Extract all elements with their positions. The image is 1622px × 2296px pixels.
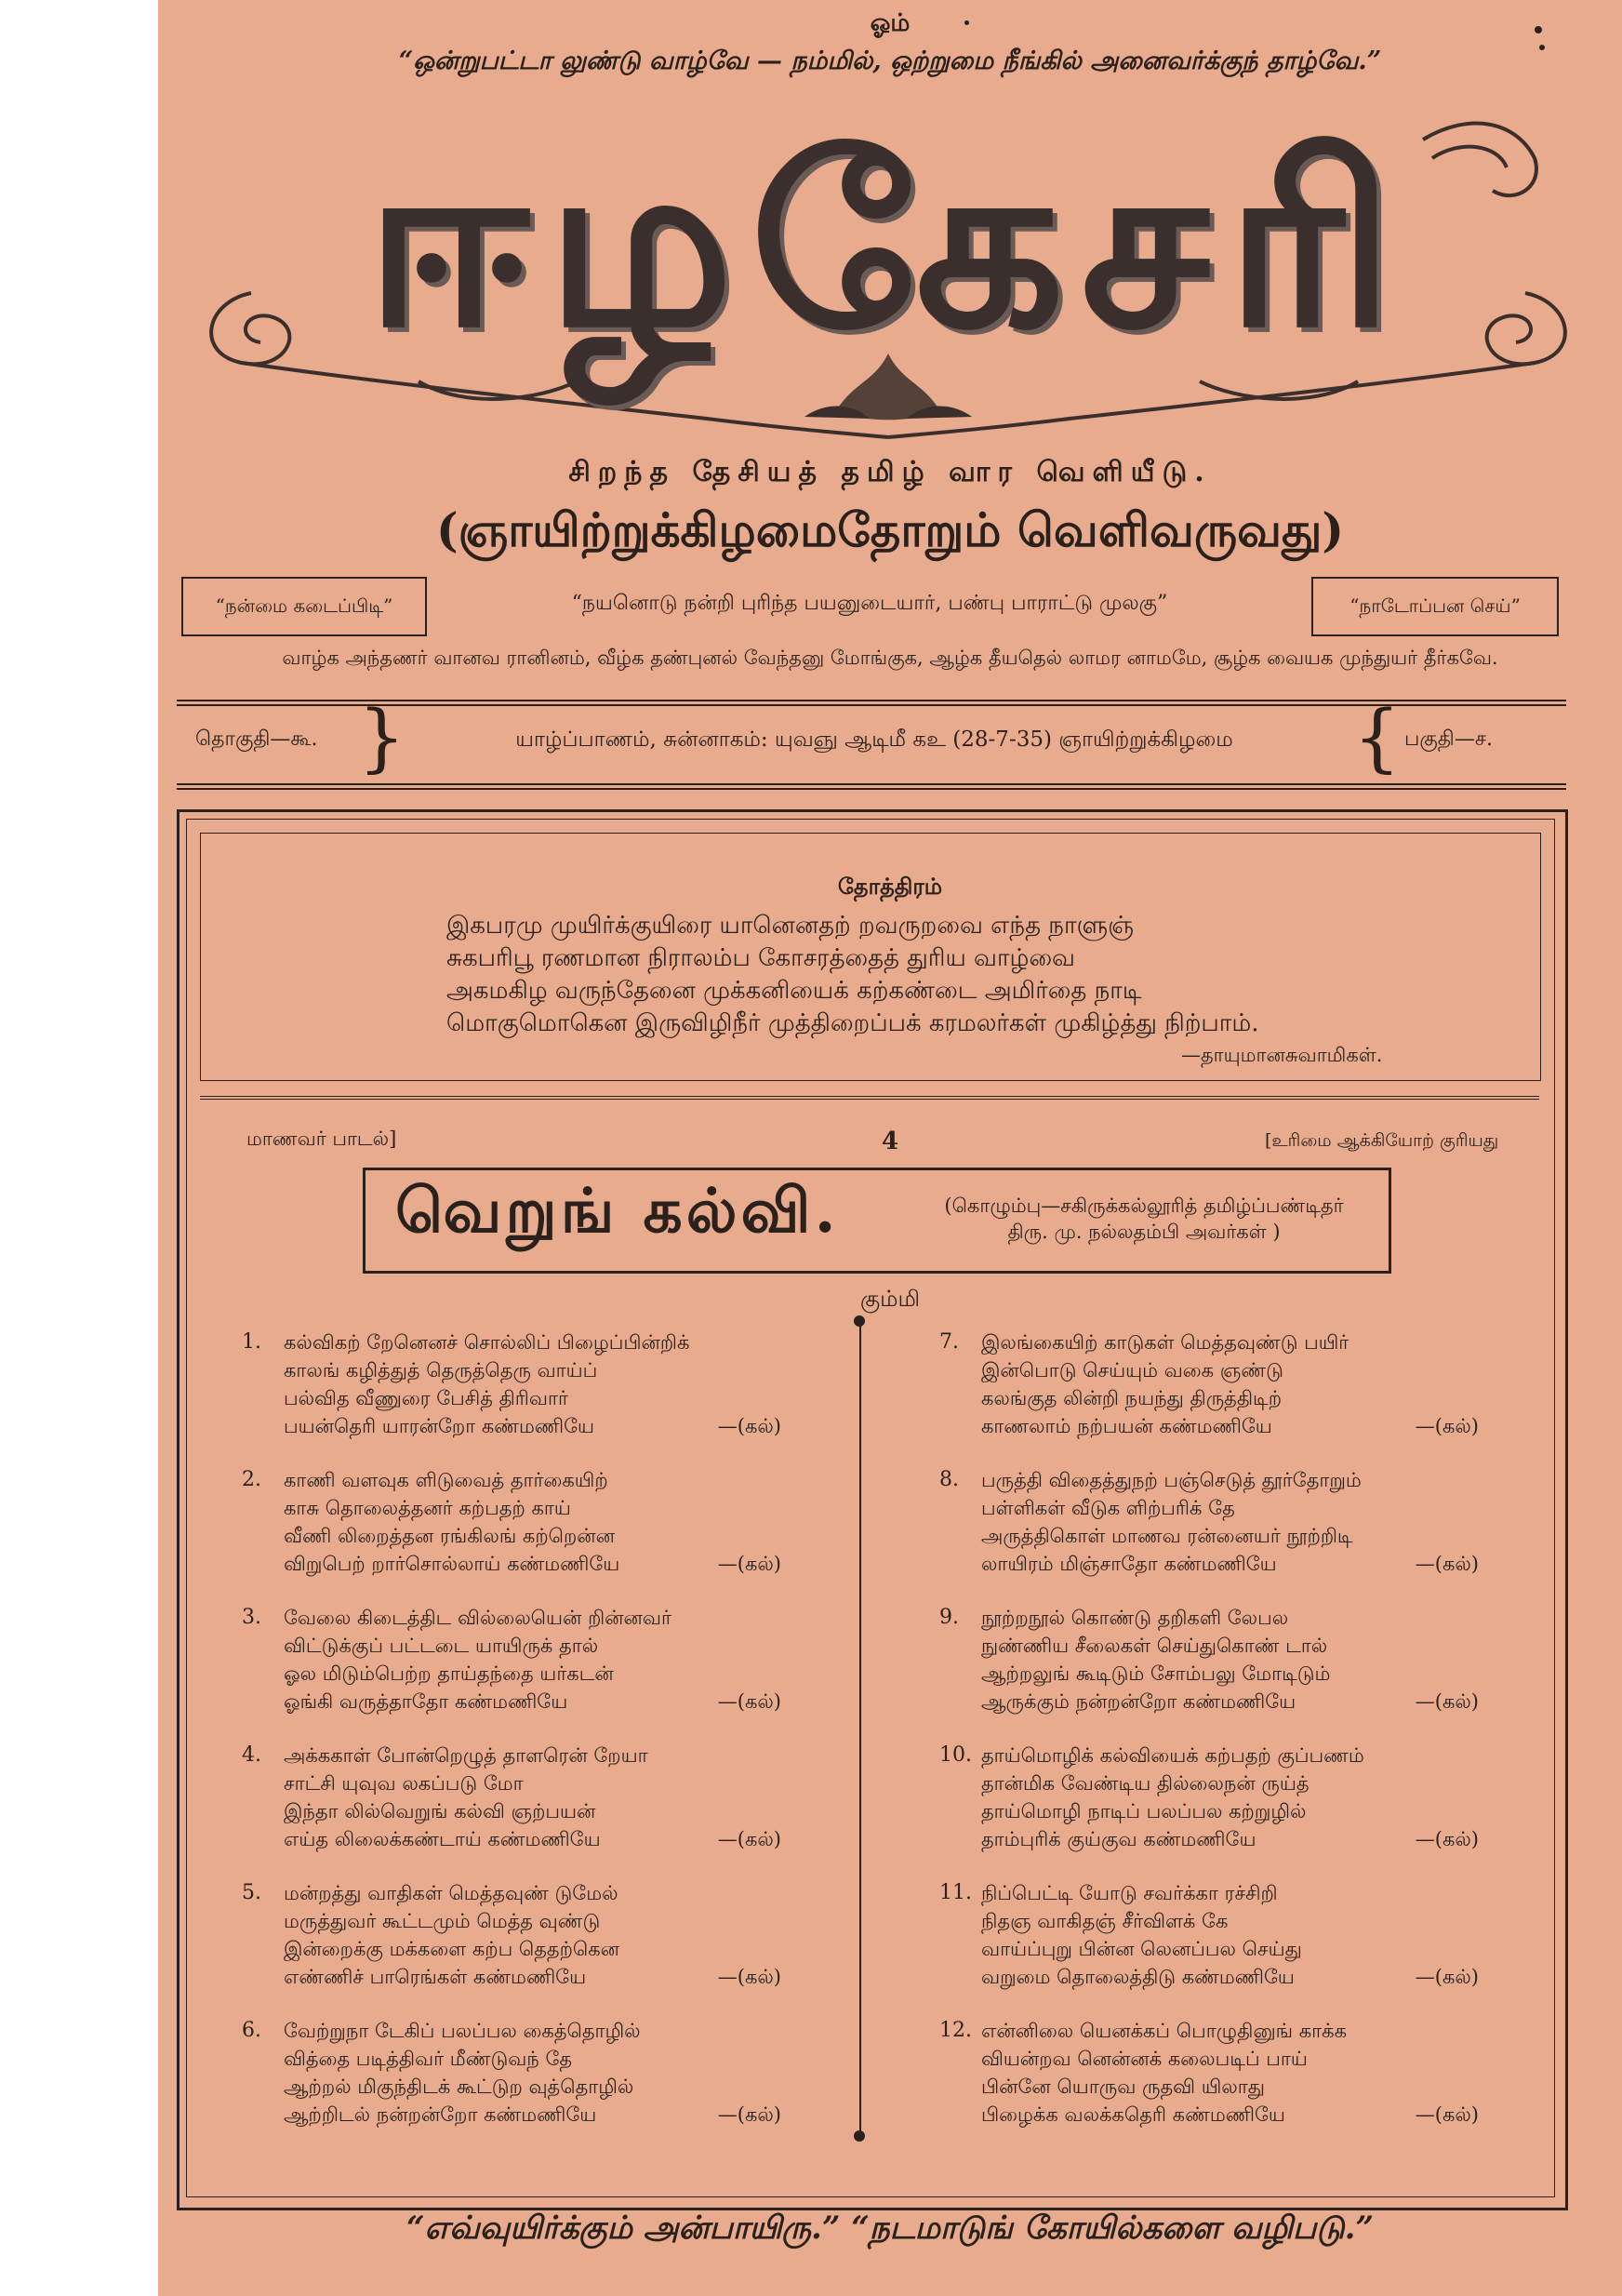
hymn-line: இகபரமு முயிர்க்குயிரை யானெனதற் றவருறவை எந்த நாளுஞ் bbox=[446, 912, 1135, 940]
stanza-refrain: —(கல்) bbox=[1415, 1828, 1479, 1850]
stanza-line: ஆற்றலுங் கூடிடும் சோம்பலு மோடிடும் bbox=[981, 1662, 1331, 1685]
stanza-lines bbox=[981, 1328, 1474, 1440]
stanza-refrain: —(கல்) bbox=[717, 1828, 781, 1850]
stanza-line: வித்தை படித்திவர் மீண்டுவந் தே bbox=[284, 2048, 573, 2070]
stanza-lines bbox=[284, 1742, 777, 1853]
maxim-center: “நயனொடு நன்றி புரிந்த பயனுடையார், பண்பு பாராட்டு முலகு” bbox=[571, 592, 1168, 615]
rule-bottom-2 bbox=[177, 788, 1566, 790]
stanza-refrain: —(கல்) bbox=[1415, 1690, 1479, 1713]
stanza-line: வீணி லிறைத்தன ரங்கிலங் கற்றென்ன bbox=[284, 1525, 616, 1547]
poem-number: 4 bbox=[881, 1128, 899, 1155]
stanza-refrain: —(கல்) bbox=[717, 1966, 781, 1988]
footer-motto: “எவ்வுயிர்க்கும் அன்பாயிரு.” “நடமாடுங் கோயில்களை வழிபடு.” bbox=[406, 2209, 1375, 2247]
stanza-lines bbox=[981, 1604, 1474, 1715]
stanza-line: நுண்ணிய சீலைகள் செய்துகொண் டால் bbox=[981, 1635, 1328, 1657]
stanza-lines bbox=[284, 1466, 777, 1578]
stanza-line: இன்பொடு செய்யும் வகை ஞண்டு bbox=[981, 1359, 1283, 1382]
stanza-line: பல்வித வீணுரை பேசித் திரிவார் bbox=[284, 1387, 568, 1409]
hymn-line: சுகபரிபூ ரணமான நிராலம்ப கோசரத்தைத் துரிய வாழ்வை bbox=[446, 944, 1075, 972]
publication-frequency: (ஞாயிற்றுக்கிழமைதோறும் வெளிவருவது) bbox=[435, 502, 1345, 557]
stanza-number: 10. bbox=[939, 1743, 972, 1767]
maxim-box-left bbox=[181, 577, 427, 636]
stanza-line: நிப்பெட்டி யோடு சவர்க்கா ரச்சிறி bbox=[981, 1882, 1278, 1904]
stanza-number: 1. bbox=[242, 1330, 261, 1354]
stanza-line: லாயிரம் மிஞ்சாதோ கண்மணியே bbox=[981, 1553, 1277, 1575]
stanza-number: 12. bbox=[939, 2019, 972, 2042]
stanza-line: அருத்திகொள் மாணவ ரன்னையர் நூற்றிடி bbox=[981, 1525, 1353, 1547]
motto: “ஒன்றுபட்டா லுண்டு வாழ்வே — நம்மில், ஒற்றுமை நீங்கில் அனைவர்க்குந் தாழ்வே.” bbox=[398, 47, 1382, 75]
om-symbol: ஓம் bbox=[870, 9, 911, 37]
stanza-line: விறுபெற் றார்சொல்லாய் கண்மணியே bbox=[284, 1553, 620, 1575]
stanza-line: கல்விகற் றேனெனச் சொல்லிப் பிழைப்பின்றிக் bbox=[284, 1331, 690, 1354]
brace-right: { bbox=[1353, 694, 1401, 781]
stanza-line: காணலாம் நற்பயன் கண்மணியே bbox=[981, 1415, 1272, 1437]
stanza-line: வேற்றுநா டேகிப் பலப்பல கைத்தொழில் bbox=[284, 2020, 641, 2042]
stanza-number: 9. bbox=[939, 1606, 959, 1629]
stanza-line: ஆற்றிடல் நன்றன்றோ கண்மணியே bbox=[284, 2103, 597, 2126]
stanza-refrain: —(கல்) bbox=[1415, 1415, 1479, 1437]
stanza-number: 11. bbox=[939, 1881, 972, 1904]
hymn-attribution: —தாயுமானசுவாமிகள். bbox=[1181, 1044, 1383, 1066]
paper-speck bbox=[1535, 26, 1542, 33]
stanza-line: தாம்புரிக் குய்குவ கண்மணியே bbox=[981, 1828, 1256, 1850]
stanza-refrain: —(கல்) bbox=[717, 1553, 781, 1575]
maxim-box-right bbox=[1311, 577, 1559, 636]
newspaper-page bbox=[158, 0, 1622, 2296]
stanza-line: என்னிலை யெனக்கப் பொழுதினுங் காக்க bbox=[981, 2020, 1348, 2042]
stanza-line: ஓங்கி வருத்தாதோ கண்மணியே bbox=[284, 1690, 568, 1713]
rule-bottom bbox=[177, 783, 1566, 785]
stanza-line: விட்டுக்குப் பட்டடை யாயிருக் தால் bbox=[284, 1635, 599, 1657]
volume-number: தொகுதி—கூ. bbox=[195, 728, 318, 751]
paper-speck bbox=[1539, 45, 1545, 50]
stanza-line: காலங் கழித்துத் தெருத்தெரு வாய்ப் bbox=[284, 1359, 598, 1382]
divider-ornament-bottom bbox=[854, 2130, 865, 2142]
stanza-number: 7. bbox=[939, 1330, 959, 1354]
maxim-right-text: “நாடோப்பன செய்” bbox=[1349, 594, 1521, 617]
stanza-line: இந்தா லில்வெறுங் கல்வி ஞற்பயன் bbox=[284, 1800, 596, 1822]
brace-left: } bbox=[358, 694, 406, 781]
paper-speck bbox=[964, 20, 969, 25]
stanza-line: தாய்மொழி நாடிப் பலப்பல கற்றுழில் bbox=[981, 1800, 1307, 1822]
poem-genre: கும்மி bbox=[859, 1286, 921, 1312]
stanza-refrain: —(கல்) bbox=[1415, 1966, 1479, 1988]
stanza-line: பயன்தெரி யாரன்றோ கண்மணியே bbox=[284, 1415, 595, 1437]
stanza-number: 8. bbox=[939, 1468, 959, 1491]
stanza-lines bbox=[284, 1604, 777, 1715]
stanza-number: 5. bbox=[242, 1881, 261, 1904]
stanza-line: பிழைக்க வலக்கதெரி கண்மணியே bbox=[981, 2103, 1285, 2126]
stanza-line: தான்மிக வேண்டிய தில்லைநன் ருய்த் bbox=[981, 1772, 1310, 1795]
stanza-refrain: —(கல்) bbox=[717, 2103, 781, 2126]
hymn-line: அகமகிழ வருந்தேனை முக்கனியைக் கற்கண்டை அமிர்தை நாடி bbox=[446, 977, 1142, 1005]
stanza-lines bbox=[284, 1879, 777, 1991]
stanza-refrain: —(கல்) bbox=[717, 1690, 781, 1713]
date-line: யாழ்ப்பாணம், சுன்னாகம்: யுவஞு ஆடிமீ கஉ (28-7-35) ஞாயிற்றுக்கிழமை bbox=[515, 728, 1233, 752]
stanza-line: ஆருக்கும் நன்றன்றோ கண்மணியே bbox=[981, 1690, 1296, 1713]
column-divider bbox=[859, 1321, 861, 2138]
part-number: பகுதி—ச. bbox=[1404, 728, 1493, 751]
stanza-line: மருத்துவர் கூட்டமும் மெத்த வுண்டு bbox=[284, 1910, 601, 1932]
stanza-number: 3. bbox=[242, 1606, 261, 1629]
author-line-1: (கொழும்பு—சகிருக்கல்லூரித் தமிழ்ப்பண்டிதர் bbox=[944, 1195, 1344, 1217]
poem-author bbox=[921, 1193, 1367, 1245]
author-line-2: திரு. மு. நல்லதம்பி அவர்கள் ) bbox=[1007, 1221, 1281, 1243]
stanza-line: நூற்றநூல் கொண்டு தறிகளி லேபல bbox=[981, 1607, 1289, 1629]
stanza-line: நிதஞ வாகிதஞ் சீர்விளக் கே bbox=[981, 1910, 1229, 1932]
stanza-line: வியன்றவ னென்னக் கலைபடிப் பாய் bbox=[981, 2048, 1308, 2070]
stanza-line: வறுமை தொலைத்திடு கண்மணியே bbox=[981, 1966, 1295, 1988]
stanza-line: எண்ணிச் பாரெங்கள் கண்மணியே bbox=[284, 1966, 587, 1988]
stanza-line: பின்னே யொருவ ருதவி யிலாது bbox=[981, 2076, 1265, 2098]
stanza-line: வாய்ப்புறு பின்ன லெனப்பல செய்து bbox=[981, 1938, 1302, 1960]
stanza-line: காணி வளவுக ளிடுவைத் தார்கையிற் bbox=[284, 1469, 608, 1491]
subtitle: சிறந்த தேசியத் தமிழ் வார வெளியீடு. bbox=[568, 456, 1212, 488]
stanza-lines bbox=[284, 1328, 777, 1440]
stanza-lines bbox=[981, 1466, 1474, 1578]
stanza-line: வேலை கிடைத்திட வில்லையென் றின்னவர் bbox=[284, 1607, 671, 1629]
stanza-line: இலங்கையிற் காடுகள் மெத்தவுண்டு பயிர் bbox=[981, 1331, 1349, 1354]
stanza-lines bbox=[284, 2017, 777, 2129]
stanza-line: பருத்தி விதைத்துநற் பஞ்செடுத் தூர்தோறும் bbox=[981, 1469, 1362, 1491]
hymn-title: தோத்திரம் bbox=[837, 873, 943, 900]
stanza-line: மன்றத்து வாதிகள் மெத்தவுண் டுமேல் bbox=[284, 1882, 618, 1904]
stanza-number: 6. bbox=[242, 2019, 261, 2042]
stanza-line: கலங்குத லின்றி நயந்து திருத்திடிற் bbox=[981, 1387, 1283, 1409]
maxim-left-text: “நன்மை கடைப்பிடி” bbox=[215, 594, 393, 617]
stanza-line: ஆற்றல் மிகுந்திடக் கூட்டுற வுத்தொழில் bbox=[284, 2076, 634, 2098]
stanza-number: 4. bbox=[242, 1743, 261, 1767]
stanza-line: எய்த லிலைக்கண்டாய் கண்மணியே bbox=[284, 1828, 601, 1850]
stanza-refrain: —(கல்) bbox=[1415, 1553, 1479, 1575]
stanza-line: ஓல மிடும்பெற்ற தாய்தந்தை யர்கடன் bbox=[284, 1662, 614, 1685]
poem-category: மாணவர் பாடல்] bbox=[246, 1128, 397, 1150]
stanza-refrain: —(கல்) bbox=[1415, 2103, 1479, 2126]
stanza-lines bbox=[981, 2017, 1474, 2129]
masthead-title: ஈழகேசரி bbox=[366, 105, 1411, 379]
stanza-line: அக்ககாள் போன்றெழுத் தாளரென் றேயா bbox=[284, 1744, 648, 1767]
section-divider bbox=[200, 1096, 1539, 1100]
blessing-verse: வாழ்க அந்தணர் வானவ ரானினம், வீழ்க தண்புனல் வேந்தனு மோங்குக, ஆழ்க தீயதெல் லாமர னாமமே, சூழ்க வையக முந்துயர் தீர்கவே. bbox=[282, 647, 1498, 669]
poem-title: வெறுங் கல்வி. bbox=[395, 1174, 840, 1247]
stanza-line: இன்றைக்கு மக்களை கற்ப தெதற்கென bbox=[284, 1938, 620, 1960]
stanza-lines bbox=[981, 1742, 1474, 1853]
copyright-note: [உரிமை ஆக்கியோற் குரியது bbox=[1265, 1130, 1499, 1151]
masthead bbox=[186, 102, 1590, 456]
stanza-line: பள்ளிகள் வீடுக ளிற்பரிக் தே bbox=[981, 1497, 1235, 1519]
stanza-line: காசு தொலைத்தனர் கற்பதற் காய் bbox=[284, 1497, 571, 1519]
stanza-line: தாய்மொழிக் கல்வியைக் கற்பதற் குப்பணம் bbox=[981, 1744, 1364, 1767]
hymn-line: மொகுமொகென இருவிழிநீர் முத்திறைப்பக் கரமலர்கள் முகிழ்த்து நிற்பாம். bbox=[446, 1009, 1259, 1037]
stanza-lines bbox=[981, 1879, 1474, 1991]
stanza-number: 2. bbox=[242, 1468, 261, 1491]
stanza-refrain: —(கல்) bbox=[717, 1415, 781, 1437]
stanza-line: சாட்சி யுவுவ லகப்படு மோ bbox=[284, 1772, 524, 1795]
divider-ornament-top bbox=[854, 1315, 865, 1327]
